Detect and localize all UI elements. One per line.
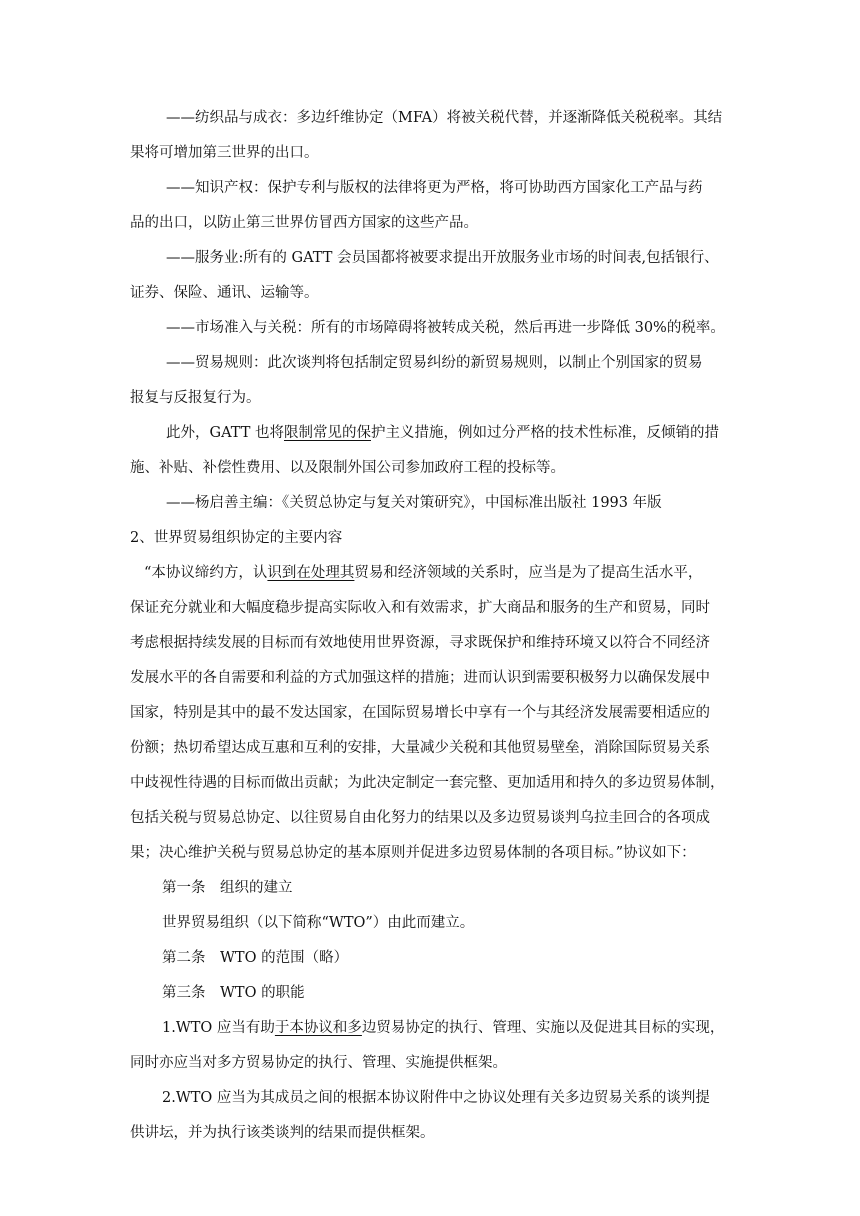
paragraph-line: 中歧视性待遇的目标而做出贡献；为此决定制定一套完整、更加适用和持久的多边贸易体制， xyxy=(130,775,725,791)
text-run: 护主义措施，例如过分严格的技术性标准，反倾销的措 xyxy=(370,425,719,441)
text-run: 边贸易协定的执行、管理、实施以及促进其目标的实现， xyxy=(361,1020,725,1036)
paragraph-line: ——知识产权：保护专利与版权的法律将更为严格，将可协助西方国家化工产品与药 xyxy=(166,180,703,196)
paragraph-line: 包括关税与贸易总协定、以往贸易自由化努力的结果以及多边贸易谈判乌拉圭回合的各项成 xyxy=(130,810,710,826)
text-run: 贸易和经济领域的关系时，应当是为了提高生活水平， xyxy=(354,565,703,581)
paragraph-line: 国家，特别是其中的最不发达国家，在国际贸易增长中享有一个与其经济发展需要相适应的 xyxy=(130,705,710,721)
paragraph-line: ——服务业:所有的 GATT 会员国都将被要求提出开放服务业市场的时间表,包括银行、 xyxy=(166,250,719,266)
paragraph-line xyxy=(162,1018,724,1038)
paragraph-line: 同时亦应当对多方贸易协定的执行、管理、实施提供框架。 xyxy=(130,1055,507,1071)
paragraph-line: 证券、保险、通讯、运输等。 xyxy=(130,285,319,301)
paragraph-line: 供讲坛，并为执行该类谈判的结果而提供框架。 xyxy=(130,1125,435,1141)
paragraph-line: ——纺织品与成衣：多边纤维协定（MFA）将被关税代替，并逐渐降低关税税率。其结 xyxy=(166,110,723,126)
underlined-text: 限制常见的保 xyxy=(283,425,371,441)
paragraph-line: 保证充分就业和大幅度稳步提高实际收入和有效需求，扩大商品和服务的生产和贸易，同时 xyxy=(130,600,710,616)
article-heading: 第三条 WTO 的职能 xyxy=(162,985,305,1001)
paragraph-line: 报复与反报复行为。 xyxy=(130,390,261,406)
text-run: 1.WTO 应当有助 xyxy=(162,1020,275,1036)
text-run: 此外，GATT 也将 xyxy=(166,425,284,441)
paragraph-line xyxy=(166,423,719,443)
paragraph-line: 果；决心维护关税与贸易总协定的基本原则并促进多边贸易体制的各项目标。”协议如下： xyxy=(130,845,696,861)
paragraph-line: ——市场准入与关税：所有的市场障碍将被转成关税，然后再进一步降低 30%的税率。 xyxy=(166,320,725,336)
paragraph-line: 2.WTO 应当为其成员之间的根据本协议附件中之协议处理有关多边贸易关系的谈判提 xyxy=(162,1090,710,1106)
article-heading: 第二条 WTO 的范围（略） xyxy=(162,950,349,966)
underlined-text: 识到在处理其 xyxy=(267,565,355,581)
article-heading: 第一条 组织的建立 xyxy=(162,880,293,896)
paragraph-line: 考虑根据持续发展的目标而有效地使用世界资源，寻求既保护和维持环境又以符合不同经济 xyxy=(130,635,710,651)
paragraph-line: ——贸易规则：此次谈判将包括制定贸易纠纷的新贸易规则，以制止个别国家的贸易 xyxy=(166,355,703,371)
underlined-text: 于本协议和多 xyxy=(274,1020,362,1036)
paragraph-line xyxy=(144,563,702,583)
text-run: “本协议缔约方，认 xyxy=(144,565,268,581)
citation-line: ——杨启善主编：《关贸总协定与复关对策研究》，中国标准出版社 1993 年版 xyxy=(166,495,662,511)
paragraph-line: 份额；热切希望达成互惠和互利的安排，大量减少关税和其他贸易壁垒，消除国际贸易关系 xyxy=(130,740,710,756)
paragraph-line: 世界贸易组织（以下简称“WTO”）由此而建立。 xyxy=(162,915,475,931)
section-heading: 2、世界贸易组织协定的主要内容 xyxy=(130,530,343,546)
paragraph-line: 施、补贴、补偿性费用、以及限制外国公司参加政府工程的投标等。 xyxy=(130,460,565,476)
paragraph-line: 品的出口，以防止第三世界仿冒西方国家的这些产品。 xyxy=(130,215,478,231)
paragraph-line: 发展水平的各自需要和利益的方式加强这样的措施；进而认识到需要积极努力以确保发展中 xyxy=(130,670,710,686)
paragraph-line: 果将可增加第三世界的出口。 xyxy=(130,145,319,161)
